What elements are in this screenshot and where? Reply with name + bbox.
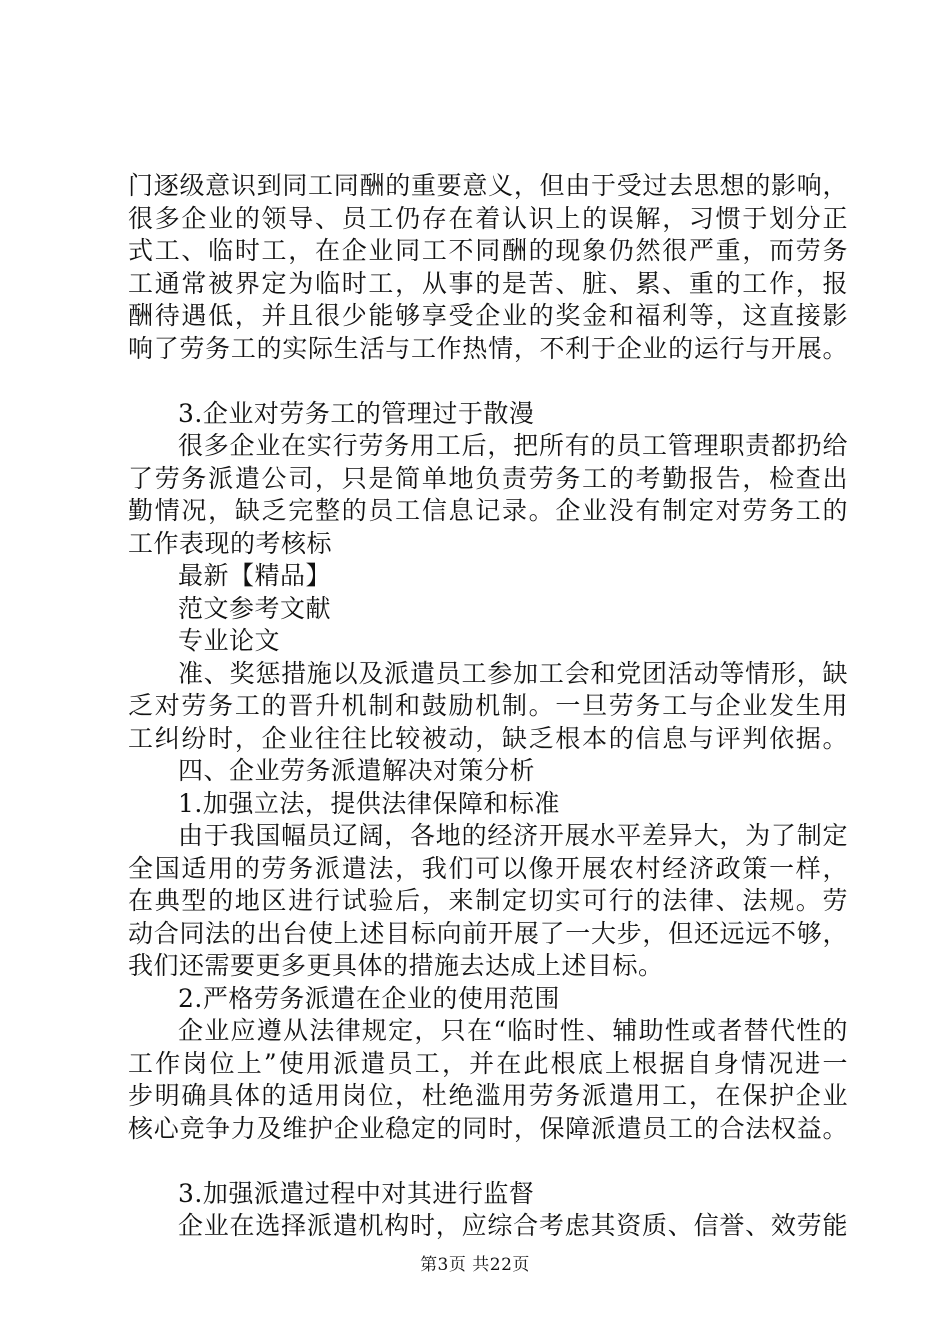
paragraph-line: 了劳务派遣公司，只是简单地负责劳务工的考勤报告，检查出 <box>128 463 848 493</box>
paragraph-line: 酬待遇低，并且很少能够享受企业的奖金和福利等，这直接影 <box>128 301 848 330</box>
paragraph-line: 核心竞争力及维护企业稳定的同时，保障派遣员工的合法权益。 <box>128 1113 848 1143</box>
paragraph-line: 工纠纷时，企业往往比较被动，缺乏根本的信息与评判依据。 <box>128 723 848 753</box>
document-body <box>128 170 848 1243</box>
blank-line <box>128 1145 848 1178</box>
paragraph-line: 响了劳务工的实际生活与工作热情，不利于企业的运行与开展。 <box>128 333 848 363</box>
blank-line <box>128 365 848 398</box>
paragraph-line: 乏对劳务工的晋升机制和鼓励机制。一旦劳务工与企业发生用 <box>128 691 848 720</box>
paragraph-line: 式工、临时工，在企业同工不同酬的现象仍然很严重，而劳务 <box>128 236 848 265</box>
subsection-heading: 2.严格劳务派遣在企业的使用范围 <box>178 983 560 1013</box>
paragraph-line: 很多企业在实行劳务用工后，把所有的员工管理职责都扔给 <box>178 431 848 460</box>
paragraph-line: 我们还需要更多更具体的措施去达成上述目标。 <box>128 951 664 980</box>
subsection-heading: 3.加强派遣过程中对其进行监督 <box>178 1178 535 1208</box>
paragraph-line: 准、奖惩措施以及派遣员工参加工会和党团活动等情形，缺 <box>178 658 848 688</box>
paragraph-line: 全国适用的劳务派遣法，我们可以像开展农村经济政策一样， <box>128 853 848 883</box>
section-heading: 四、企业劳务派遣解决对策分析 <box>178 756 536 785</box>
paragraph-line: 工作岗位上”使用派遣员工，并在此根底上根据自身情况进一 <box>128 1048 848 1078</box>
paragraph-line: 动合同法的出台使上述目标向前开展了一大步，但还远远不够， <box>128 918 848 948</box>
paragraph-line: 勤情况，缺乏完整的员工信息记录。企业没有制定对劳务工的 <box>128 496 848 525</box>
paragraph-line: 步明确具体的适用岗位，杜绝滥用劳务派遣用工，在保护企业 <box>128 1081 848 1110</box>
page-number-footer: 第3页 共22页 <box>420 1255 530 1275</box>
paragraph-line: 工通常被界定为临时工，从事的是苦、脏、累、重的工作，报 <box>128 268 848 298</box>
paragraph-line: 门逐级意识到同工同酬的重要意义，但由于受过去思想的影响， <box>128 171 848 200</box>
insert-text: 专业论文 <box>178 626 281 655</box>
insert-text: 范文参考文献 <box>178 593 332 623</box>
paragraph-line: 工作表现的考核标 <box>128 528 333 558</box>
insert-text: 最新【精品】 <box>178 561 332 590</box>
subsection-heading: 1.加强立法，提供法律保障和标准 <box>178 788 560 818</box>
paragraph-line: 在典型的地区进行试验后，来制定切实可行的法律、法规。劳 <box>128 886 848 915</box>
paragraph-line: 企业在选择派遣机构时，应综合考虑其资质、信誉、效劳能 <box>178 1211 848 1240</box>
paragraph-line: 由于我国幅员辽阔，各地的经济开展水平差异大，为了制定 <box>178 821 848 850</box>
paragraph-line: 企业应遵从法律规定，只在“临时性、辅助性或者替代性的 <box>178 1016 848 1045</box>
paragraph-line: 很多企业的领导、员工仍存在着认识上的误解，习惯于划分正 <box>128 203 848 233</box>
section-heading: 3.企业对劳务工的管理过于散漫 <box>178 398 535 428</box>
